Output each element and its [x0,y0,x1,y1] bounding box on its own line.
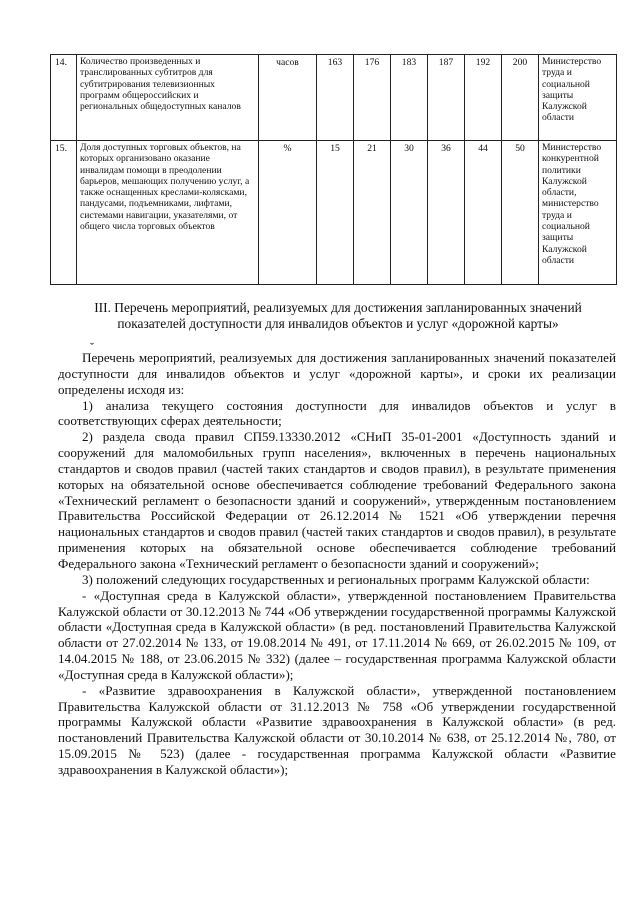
value-cell: 192 [465,55,502,141]
value-cell: 187 [428,55,465,141]
value-cell: 200 [502,55,539,141]
value-cell: 183 [391,55,428,141]
indicators-table [50,54,617,285]
responsible-body: Министерство труда и социальной защиты Калужской области [539,55,617,141]
responsible-body: Министерство конкурентной политики Калужской области, министерство труда и социальной защиты Калужской области [539,141,617,285]
row-index: 14. [51,55,77,141]
value-cell: 176 [354,55,391,141]
indicator-name: Доля доступных торговых объектов, на которых организовано оказание инвалидам помощи в преодолении барьеров, мешающих получению услуг, а также оснащенных креслами-колясками, пандусами, подъемниками, лифтами, системами навигации, указателями, от общего числа торговых объектов [77,141,259,285]
value-cell: 50 [502,141,539,285]
paragraph: Перечень мероприятий, реализуемых для достижения запланированных значений показателей доступности для инвалидов объектов и услуг «дорожной карты», и сроки их реализации определены исходя из: [58,350,616,397]
table-row [51,55,617,141]
table-row [51,141,617,285]
indicator-name: Количество произведенных и транслированных субтитров для субтитрирования телевизионных программ общероссийских и региональных общедоступных каналов [77,55,259,141]
paragraph: 2) раздела свода правил СП59.13330.2012 «СНиП 35-01-2001 «Доступность зданий и сооружений для маломобильных групп населения», включенных в перечень национальных стандартов и сводов правил (частей таких стандартов и сводов правил), в результате применения которых на обязательной основе обеспечивается соблюдение требований Федерального закона «Технический регламент о безопасности зданий и сооружений», утвержденным постановлением Правительства Российской Федерации от 26.12.2014 № 1521 «Об утверждении перечня национальных стандартов и сводов правил (частей таких стандартов и сводов правил), в результате применения которых на обязательной основе обеспечивается соблюдение требований Федерального закона «Технический регламент о безопасности зданий и сооружений»; [58,429,616,571]
value-cell: 36 [428,141,465,285]
unit: % [259,141,317,285]
value-cell: 21 [354,141,391,285]
section-title: III. Перечень мероприятий, реализуемых для достижения запланированных значений показателей доступности для инвалидов объектов и услуг «дорожной карты» [94,300,582,331]
scan-mark: ˇ [90,340,94,354]
paragraph: - «Доступная среда в Калужской области», утвержденной постановлением Правительства Калужской области от 30.12.2013 № 744 «Об утверждении государственной программы Калужской области «Доступная среда в Калужской области» (в ред. постановлений Правительства Калужской области от 27.02.2014 № 133, от 19.08.2014 № 491, от 17.11.2014 № 669, от 26.02.2015 № 109, от 14.04.2015 № 188, от 23.06.2015 № 332) (далее – государственная программа Калужской области «Доступная среда в Калужской области»); [58,587,616,682]
paragraph: - «Развитие здравоохранения в Калужской области», утвержденной постановлением Правительства Калужской области от 31.12.2013 № 758 «Об утверждении государственной программы Калужской области «Развитие здравоохранения в Калужской области» (в ред. постановлений Правительства Калужской области от 30.10.2014 № 638, от 25.12.2014 №, 780, от 15.09.2015 № 523) (далее - государственная программа Калужской области «Развитие здравоохранения в Калужской области»); [58,682,616,777]
row-index: 15. [51,141,77,285]
document-body [58,350,616,778]
value-cell: 44 [465,141,502,285]
value-cell: 30 [391,141,428,285]
value-cell: 163 [317,55,354,141]
paragraph: 3) положений следующих государственных и региональных программ Калужской области: [82,571,590,587]
paragraph: 1) анализа текущего состояния доступности для инвалидов объектов и услуг в соответствующих сферах деятельности; [58,397,616,429]
value-cell: 15 [317,141,354,285]
unit: часов [259,55,317,141]
